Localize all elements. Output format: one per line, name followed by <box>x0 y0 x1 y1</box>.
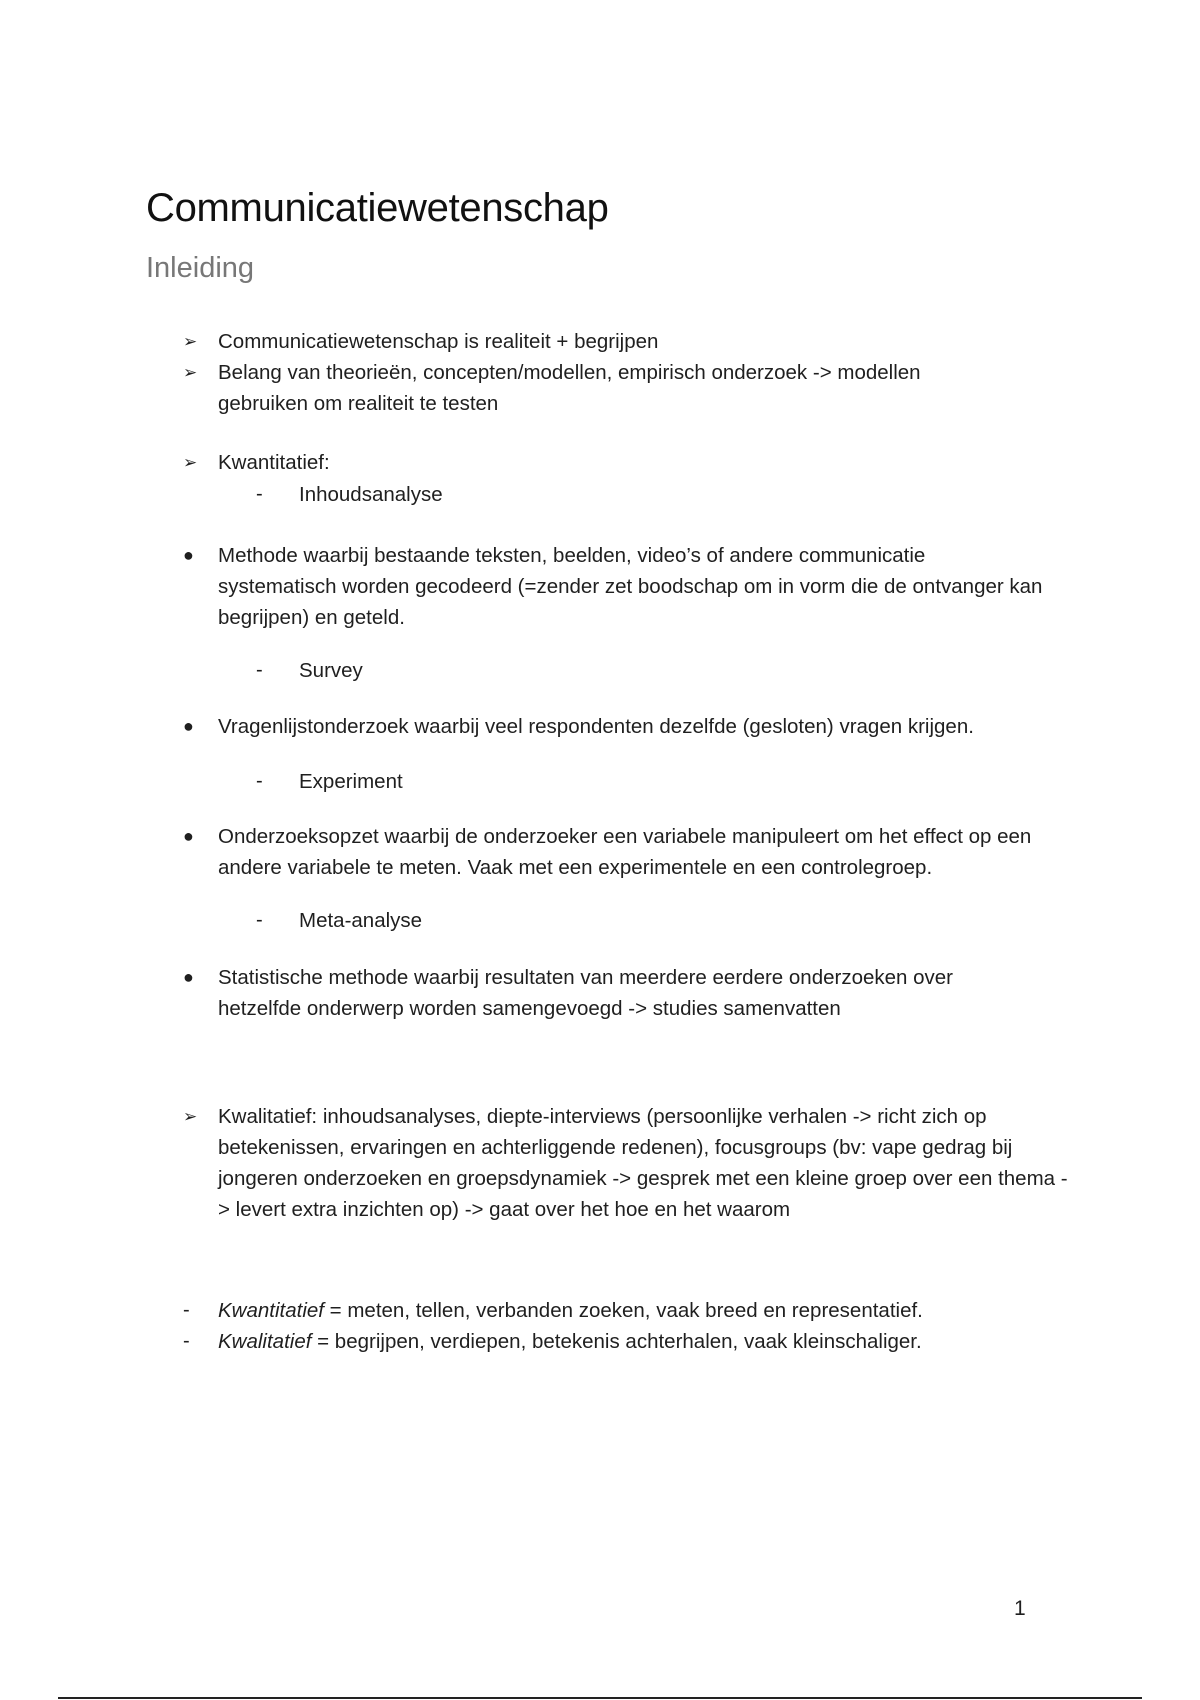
footer-divider <box>58 1697 1142 1699</box>
bullet-icon: ● <box>183 826 194 846</box>
arrow-bullet-icon: ➢ <box>183 332 198 351</box>
summary-item <box>218 1326 1058 1357</box>
bullet-icon: ● <box>183 716 194 736</box>
document-title: Communicatiewetenschap <box>146 186 609 230</box>
dash-marker: - <box>256 909 263 931</box>
method-description: Onderzoeksopzet waarbij de onderzoeker een variabele manipuleert om het effect op een andere variabele te meten. Vaak met een experimentele en een controlegroep. <box>218 825 1032 879</box>
arrow-bullet-icon: ➢ <box>183 453 198 472</box>
intro-item-1: Communicatiewetenschap is realiteit + begrijpen <box>218 330 659 353</box>
bullet-icon: ● <box>183 967 194 987</box>
summary-term: Kwantitatief <box>218 1299 324 1322</box>
dash-marker: - <box>256 483 263 505</box>
bullet-icon: ● <box>183 545 194 565</box>
method-name: Survey <box>299 659 363 682</box>
summary-item <box>218 1295 1058 1326</box>
method-description: Methode waarbij bestaande teksten, beelden, video’s of andere communicatie systematisch worden gecodeerd (=zender zet boodschap om in vorm die de ontvanger kan begrijpen) en geteld. <box>218 544 1043 629</box>
intro-item-2: Belang van theorieën, concepten/modellen, empirisch onderzoek -> modellen gebruiken om realiteit te testen <box>218 361 921 415</box>
summary-definition: = meten, tellen, verbanden zoeken, vaak breed en representatief. <box>323 1299 923 1322</box>
summary-definition: = begrijpen, verdiepen, betekenis achterhalen, vaak kleinschaliger. <box>311 1330 922 1353</box>
summary-term: Kwalitatief <box>218 1330 312 1353</box>
method-description: Vragenlijstonderzoek waarbij veel respondenten dezelfde (gesloten) vragen krijgen. <box>218 715 974 738</box>
kwalitatief-paragraph: Kwalitatief: inhoudsanalyses, diepte-interviews (persoonlijke verhalen -> richt zich op betekenissen, ervaringen en achterliggende redenen), focusgroups (bv: vape gedrag bij jongeren onderzoeken en groepsdynamiek -> gesprek met een kleine groep over een thema -> levert extra inzichten op) -> gaat over het hoe en het waarom <box>218 1105 1068 1221</box>
dash-marker: - <box>256 659 263 681</box>
dash-marker: - <box>183 1330 190 1352</box>
method-name: Meta-analyse <box>299 909 423 932</box>
page-number: 1 <box>1014 1597 1026 1620</box>
kwantitatief-heading: Kwantitatief: <box>218 451 330 474</box>
arrow-bullet-icon: ➢ <box>183 1107 198 1126</box>
arrow-bullet-icon: ➢ <box>183 363 198 382</box>
method-name: Experiment <box>299 770 403 793</box>
method-description: Statistische methode waarbij resultaten van meerdere eerdere onderzoeken over hetzelfde onderwerp worden samengevoegd -> studies samenvatten <box>218 966 953 1020</box>
method-name: Inhoudsanalyse <box>299 483 443 506</box>
dash-marker: - <box>183 1299 190 1321</box>
section-subtitle: Inleiding <box>146 252 255 284</box>
dash-marker: - <box>256 770 263 792</box>
